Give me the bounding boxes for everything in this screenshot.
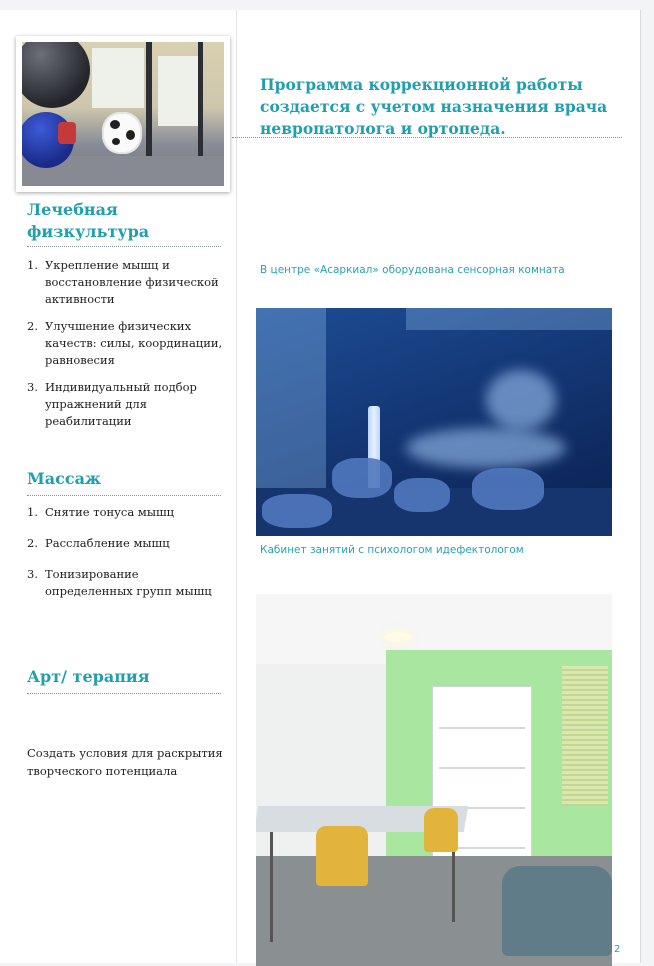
classroom-photo [256, 594, 612, 966]
document-page [0, 10, 641, 963]
ceiling-lamp [384, 632, 412, 642]
sensory-curtain [256, 308, 326, 498]
lfk-list [27, 257, 227, 440]
sensory-projection [406, 428, 566, 468]
heading-divider [232, 137, 622, 138]
cow-seat [102, 112, 142, 154]
section-divider [27, 246, 221, 247]
gym-window [158, 56, 198, 126]
classroom-caption: Кабинет занятий с психологом идефектологом [260, 544, 524, 556]
gym-photo-frame [16, 36, 230, 192]
sensory-ceiling [406, 308, 612, 330]
section-title-lfk: Лечебная физкультура [27, 200, 150, 241]
sofa [502, 866, 612, 956]
yellow-chair [316, 826, 368, 886]
sensory-room-caption: В центре «Асаркиал» оборудована сенсорная комната [260, 264, 565, 276]
section-divider [27, 495, 221, 496]
art-therapy-text: Создать условия для раскрытия творческого потенциала [27, 746, 223, 778]
list-item: 1. Укрепление мышц и восстановление физической активности [27, 258, 219, 306]
yellow-chair [424, 808, 458, 852]
list-item: 2. Улучшение физических качеств: силы, координации, равновесия [27, 319, 223, 367]
sensory-projection [486, 370, 556, 430]
bean-bag [332, 458, 392, 498]
gym-wall-bar [146, 42, 152, 172]
gym-wall-bar [198, 42, 203, 172]
sensory-room-photo [256, 308, 612, 536]
massage-list [27, 504, 227, 610]
section-divider [27, 693, 221, 694]
page-number: 2 [614, 944, 621, 955]
list-item: 2. Расслабление мышц [27, 536, 170, 550]
bean-bag [472, 468, 544, 510]
bean-bag [262, 494, 332, 528]
bean-bag [394, 478, 450, 512]
section-title-art: Арт/ терапия [27, 667, 150, 686]
gym-ball-black [22, 42, 90, 108]
list-item: 1. Снятие тонуса мышц [27, 505, 175, 519]
list-item: 3. Тонизирование определенных групп мышц [27, 567, 212, 598]
page-fold-line [236, 10, 237, 963]
gym-window [92, 48, 144, 108]
section-title-massage: Массаж [27, 469, 102, 488]
window-blind [562, 666, 608, 806]
gym-photo [22, 42, 224, 186]
list-item: 3. Индивидуальный подбор упражнений для реабилитации [27, 380, 197, 428]
program-heading: Программа коррекционной работы создается с учетом назначения врача невропатолога и ортопеда. [260, 75, 608, 138]
gym-red-object [58, 122, 76, 144]
